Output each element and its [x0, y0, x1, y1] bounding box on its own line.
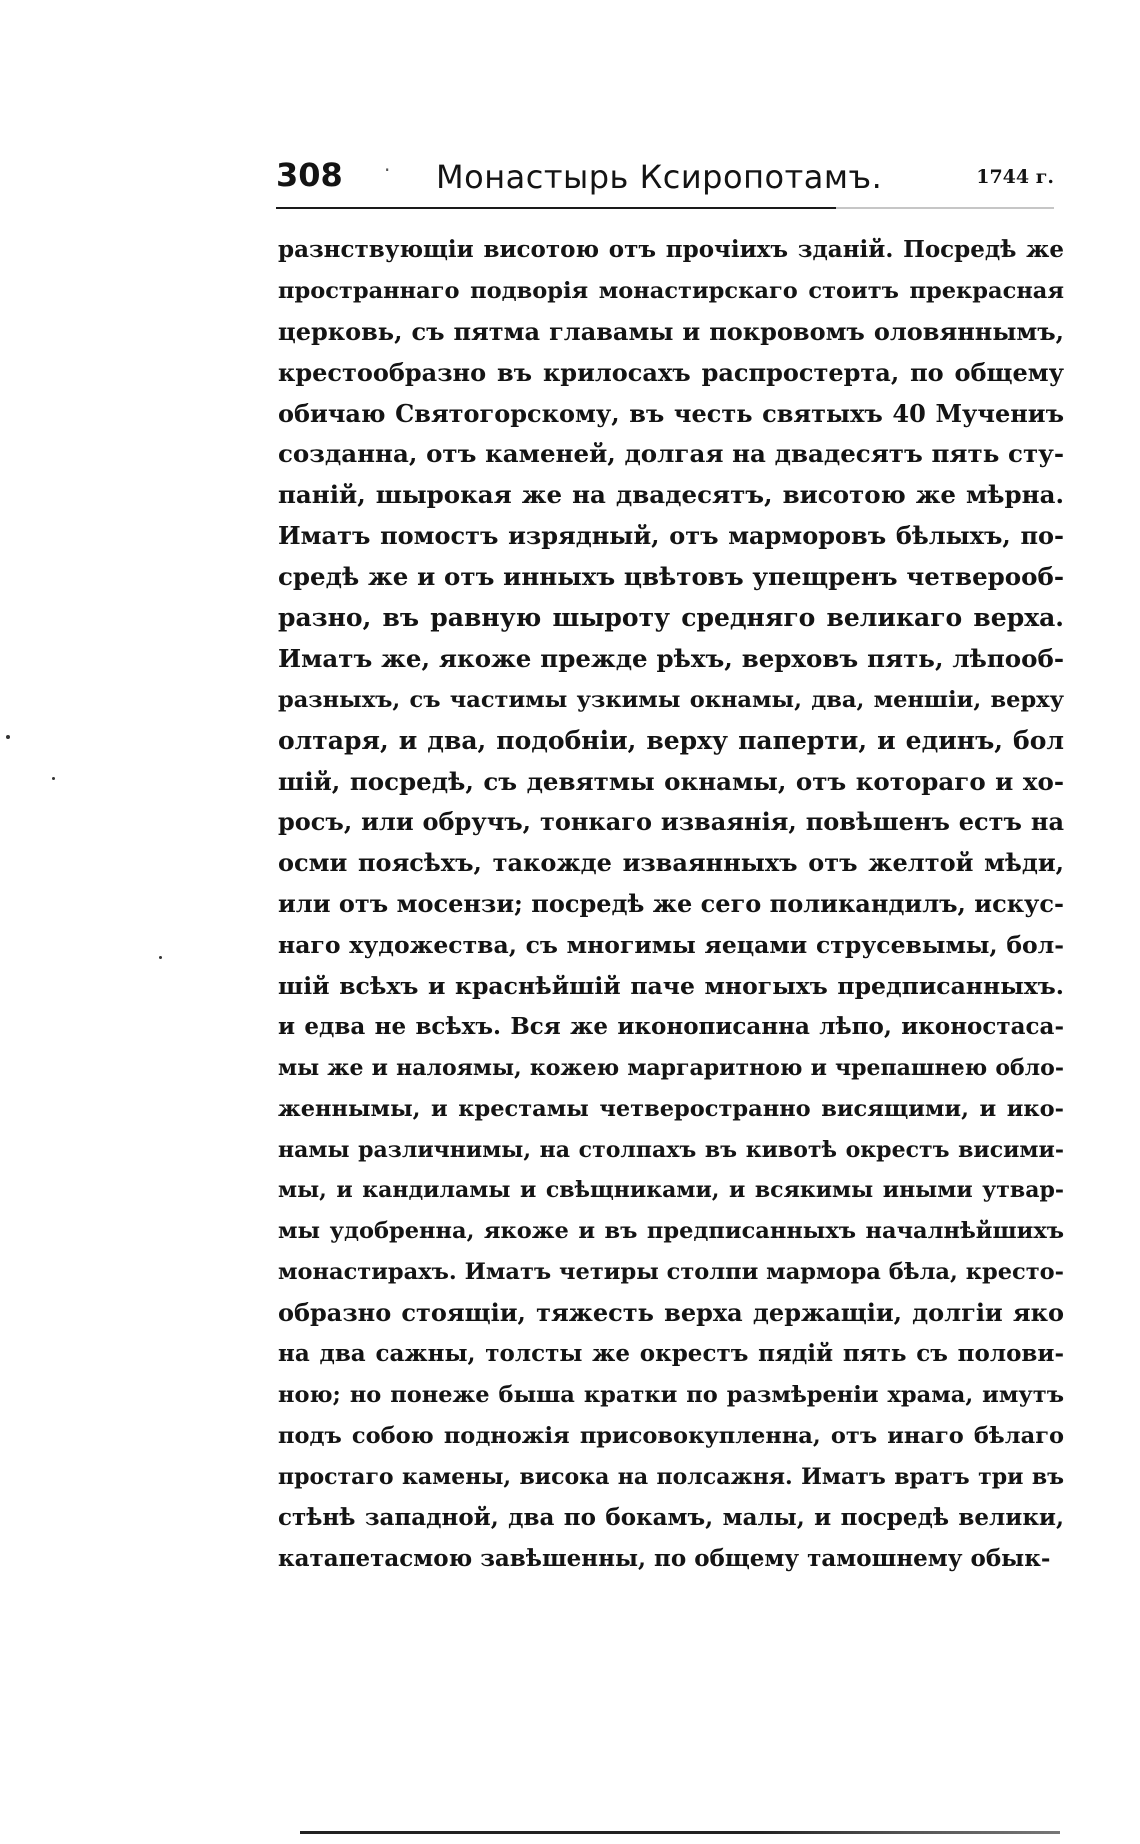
text-line: мы же и налоямы, кожею маргаритною и чрепашнею обло- [278, 1054, 1064, 1081]
text-line: наго художества, съ многимы яецами струсевымы, бол- [278, 931, 1064, 960]
margin-speck [6, 735, 10, 739]
text-line: обичаю Святогорскому, въ честь святыхъ 40 Мучениъ [278, 398, 1064, 428]
header-rule [276, 207, 1054, 209]
text-line: и едва не всѣхъ. Вся же иконописанна лѣпо, иконостаса- [278, 1012, 1064, 1040]
text-line: созданна, отъ каменей, долгая на двадесятъ пять сту- [278, 439, 1064, 469]
text-line: катапетасмою завѣшенны, по общему тамошнему обык- [278, 1544, 1051, 1572]
text-line: на два сажны, толсты же окрестъ пядій пять съ полови- [278, 1340, 1064, 1368]
text-line: средѣ же и отъ инныхъ цвѣтовъ упещренъ четверооб- [278, 562, 1064, 592]
text-line: Иматъ же, якоже прежде рѣхъ, верховъ пять, лѣпооб- [278, 643, 1064, 673]
text-line: или отъ мосензи; посредѣ же сего поликандилъ, искус- [278, 889, 1064, 919]
text-line: пространнаго подворія монастирскаго стоитъ прекрасная [278, 277, 1064, 304]
text-line: образно стоящіи, тяжесть верха держащіи, долгіи яко [278, 1298, 1064, 1328]
page-number: 308 [276, 156, 343, 194]
text-line: крестообразно въ крилосахъ распростерта, по общему [278, 357, 1064, 387]
text-line: церковь, съ пятма главамы и покровомъ оловяннымъ, [278, 316, 1064, 346]
margin-speck [159, 956, 162, 959]
text-line: стѣнѣ западной, два по бокамъ, малы, и посредѣ велики, [278, 1503, 1064, 1531]
text-line: разныхъ, съ частимы узкимы окнамы, два, меншіи, верху [278, 686, 1064, 713]
tick-mark: · [384, 158, 391, 182]
text-line: мы удобренна, якоже и въ предписанныхъ началнѣйшихъ [278, 1218, 1064, 1245]
text-line: разно, въ равную шыроту средняго великаго верха. [278, 603, 1064, 633]
text-line: подъ собою подножія присовокупленна, отъ инаго бѣлаго [278, 1422, 1064, 1449]
text-line: намы различнимы, на столпахъ въ кивотѣ окрестъ висими- [278, 1136, 1064, 1163]
year-label: 1744 г. [976, 166, 1054, 188]
body-text [278, 230, 1064, 1579]
running-title: Монастырь Ксиропотамъ. [436, 158, 883, 196]
text-line: шій, посредѣ, съ девятмы окнамы, отъ котораго и хо- [278, 766, 1064, 796]
bottom-edge-rule [300, 1831, 1060, 1834]
running-head [276, 150, 1054, 206]
text-line: Иматъ помостъ изрядный, отъ марморовъ бѣлыхъ, по- [278, 521, 1064, 551]
text-line: росъ, или обручъ, тонкаго изваянія, повѣшенъ естъ на [278, 807, 1064, 837]
text-line: монастирахъ. Иматъ четиры столпи мармора бѣла, кресто- [278, 1259, 1064, 1286]
text-line: мы, и кандиламы и свѣщниками, и всякимы иными утвар- [278, 1177, 1064, 1204]
text-line: паній, шырокая же на двадесятъ, висотою же мѣрна. [278, 480, 1064, 510]
text-line: простаго камены, висока на полсажня. Иматъ вратъ три въ [278, 1463, 1064, 1490]
text-line: олтаря, и два, подобніи, верху паперти, и единъ, бол [278, 725, 1064, 755]
margin-speck [52, 777, 55, 780]
text-line: женнымы, и крестамы четвеространно висящими, и ико- [278, 1095, 1064, 1122]
text-line: шій всѣхъ и краснѣйшій паче многыхъ предписанныхъ. [278, 972, 1064, 1001]
text-line: ною; но понеже быша кратки по размѣреніи храма, имутъ [278, 1381, 1064, 1408]
text-line: осми поясѣхъ, такожде изваянныхъ отъ желтой мѣди, [278, 848, 1064, 878]
text-line: разнствующіи висотою отъ прочіихъ зданій. Посредѣ же [278, 236, 1064, 263]
